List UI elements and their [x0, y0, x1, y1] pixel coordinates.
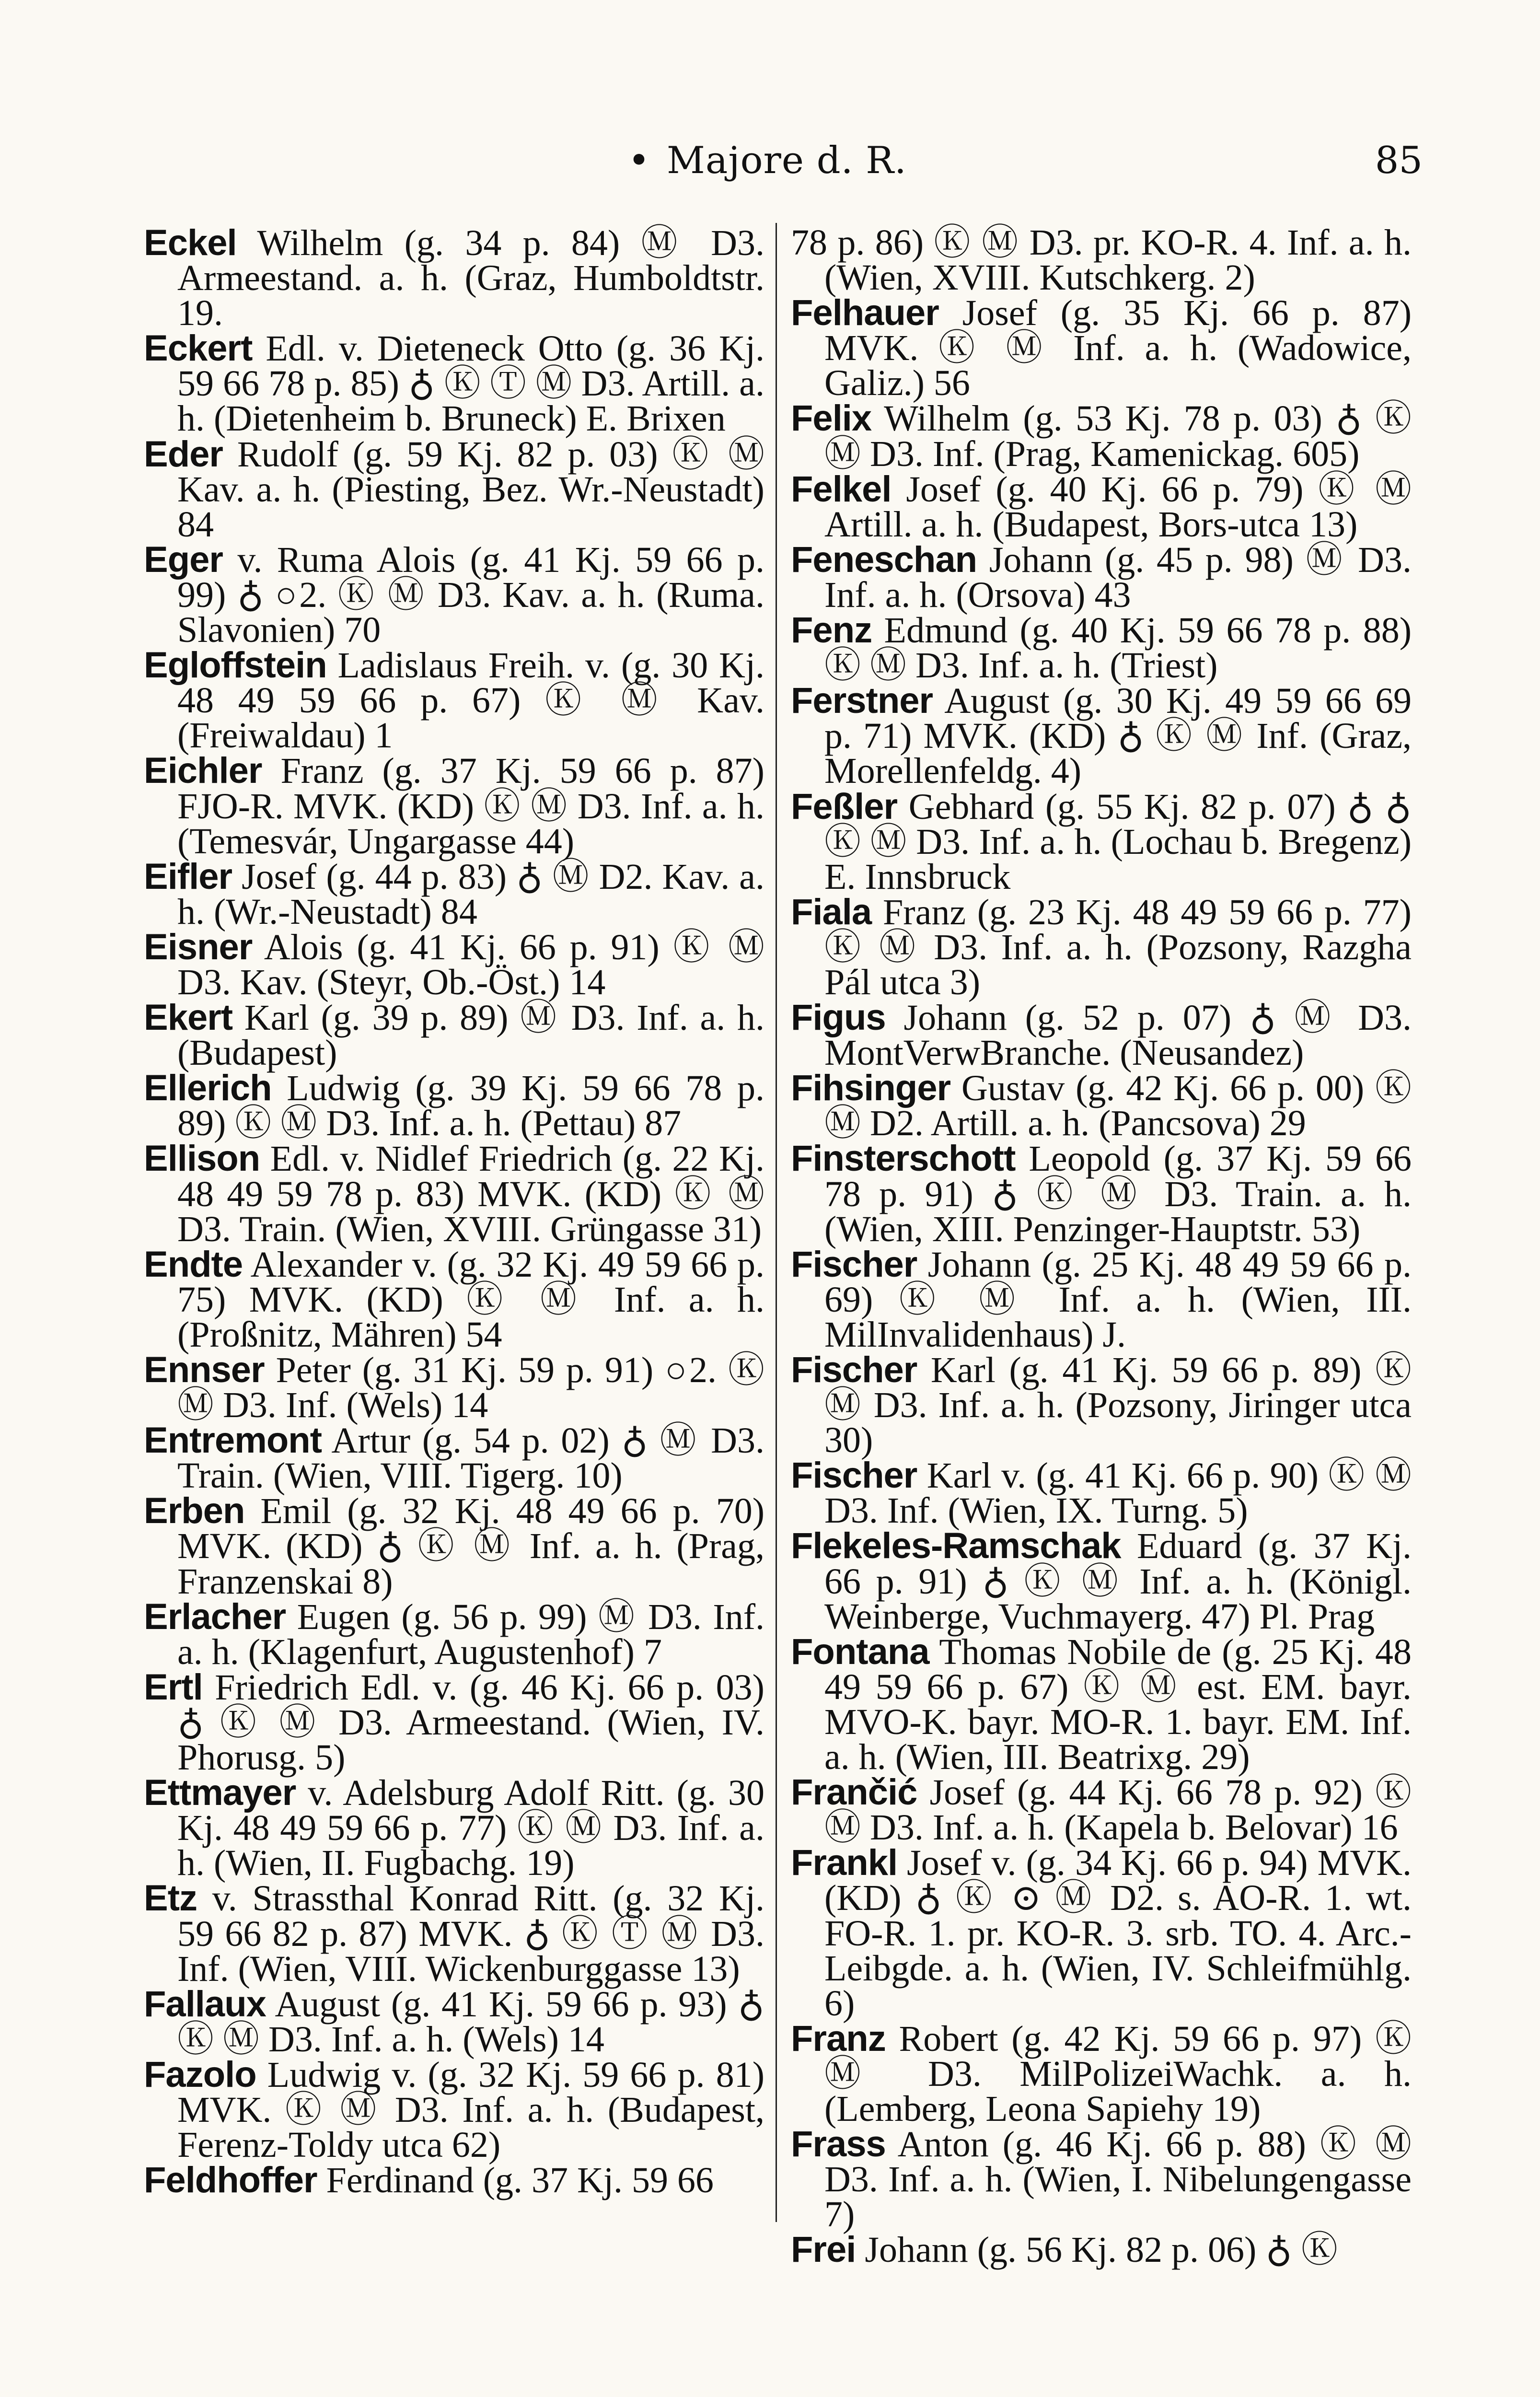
entry-surname: Eger: [144, 539, 223, 580]
entry-surname: Entremont: [144, 1420, 322, 1461]
directory-entry: [144, 1878, 765, 1989]
directory-entry: [791, 1842, 1412, 2024]
entry-surname: Feldhoffer: [144, 2160, 317, 2201]
entry-details: Wilhelm (g. 34 p. 84) Ⓜ D3. Armeestand. a. h. (Graz, Humboldtstr. 19.: [177, 223, 764, 334]
directory-entry: [144, 328, 764, 439]
directory-entry: [791, 468, 1412, 545]
entry-surname: Eckel: [144, 222, 237, 263]
entry-surname: Felkel: [791, 468, 892, 510]
directory-entry: [791, 2124, 1412, 2235]
entry-details: Artur (g. 54 p. 02) ♁ Ⓜ D3. Train. (Wien, VIII. Tigerg. 10): [177, 1420, 764, 1496]
entry-surname: Ennser: [144, 1350, 265, 1390]
entry-details: Thomas Nobile de (g. 25 Kj. 48 49 59 66 p. 67) Ⓚ Ⓜ est. EM. bayr. MVO-K. bayr. MO-R. 1. bayr. EM. Inf. a. h. (Wien, III. Beatrixg. 29): [824, 1631, 1412, 1778]
entry-surname: Endte: [144, 1244, 243, 1285]
entry-surname: Erben: [144, 1490, 245, 1532]
right-column: [791, 222, 1412, 2270]
entry-surname: Fihsinger: [791, 1068, 951, 1109]
directory-entry: [144, 750, 764, 861]
directory-entry: [144, 1420, 764, 1496]
directory-entry: [791, 1631, 1412, 1778]
directory-entry: [144, 539, 764, 651]
entry-surname: Ettmayer: [144, 1772, 296, 1814]
entry-surname: Ferstner: [791, 680, 933, 721]
directory-entry: [144, 1772, 765, 1884]
directory-entry: [144, 997, 764, 1073]
entry-surname: Eckert: [144, 328, 253, 369]
directory-entry: [144, 222, 764, 334]
column-divider: [776, 223, 777, 2222]
entry-details: Gebhard (g. 55 Kj. 82 p. 07) ♁ ♁ Ⓚ Ⓜ D3. Inf. a. h. (Lochau b. Bregenz) E. Innsbruck: [824, 786, 1412, 897]
directory-entry: [791, 1455, 1412, 1531]
page-header: [0, 139, 1540, 201]
directory-entry: [144, 1666, 764, 1778]
entry-details: v. Adelsburg Adolf Ritt. (g. 30 Kj. 48 49 59 66 p. 77) Ⓚ Ⓜ D3. Inf. a. h. (Wien, II. Fugbachg. 19): [177, 1773, 765, 1884]
entry-details: Alois (g. 41 Kj. 66 p. 91) Ⓚ Ⓜ D3. Kav. (Steyr, Ob.-Öst.) 14: [177, 927, 764, 1002]
entry-details: Franz (g. 23 Kj. 48 49 59 66 p. 77) Ⓚ Ⓜ D3. Inf. a. h. (Pozsony, Razgha Pál utca 3): [824, 892, 1412, 1002]
entry-details: Emil (g. 32 Kj. 48 49 66 p. 70) MVK. (KD) ♁ Ⓚ Ⓜ Inf. a. h. (Prag, Franzenskai 8): [177, 1491, 765, 1602]
entry-surname: Feneschan: [791, 539, 977, 580]
entry-details: August (g. 41 Kj. 59 66 p. 93) ♁ Ⓚ Ⓜ D3. Inf. a. h. (Wels) 14: [177, 1984, 765, 2060]
directory-entry: [791, 2229, 1412, 2270]
directory-entry: [144, 1244, 764, 1355]
entry-surname: Eifler: [144, 856, 232, 897]
entry-details: Josef v. (g. 34 Kj. 66 p. 94) MVK. (KD) ♁ Ⓚ ⊙ Ⓜ D2. s. AO-R. 1. wt. FO-R. 1. pr. KO-R. 3. srb. TO. 4. Arc.-Leibgde. a. h. (Wien, IV. Schleifmühlg. 6): [824, 1843, 1412, 2024]
directory-entry: [791, 1350, 1412, 1461]
entry-details: Edl. v. Dieteneck Otto (g. 36 Kj. 59 66 78 p. 85) ♁ Ⓚ Ⓣ Ⓜ D3. Artill. a. h. (Dietenheim b. Bruneck) E. Brixen: [177, 328, 764, 439]
entry-surname: Felix: [791, 398, 872, 439]
entry-details: Ladislaus Freih. v. (g. 30 Kj. 48 49 59 66 p. 67) Ⓚ Ⓜ Kav. (Freiwaldau) 1: [177, 645, 765, 756]
entry-surname: Fischer: [791, 1244, 917, 1285]
directory-entry: [791, 1244, 1412, 1355]
directory-entry: [144, 1350, 764, 1426]
entry-details: Edmund (g. 40 Kj. 59 66 78 p. 88) Ⓚ Ⓜ D3. Inf. a. h. (Triest): [824, 610, 1412, 686]
entry-details: Johann (g. 45 p. 98) Ⓜ D3. Inf. a. h. (Orsova) 43: [824, 539, 1412, 615]
entry-surname: Frass: [791, 2124, 886, 2165]
entry-details: Alexander v. (g. 32 Kj. 49 59 66 p. 75) MVK. (KD) Ⓚ Ⓜ Inf. a. h. (Proßnitz, Mähren) 54: [177, 1244, 764, 1355]
entry-surname: Fallaux: [144, 1983, 266, 2025]
directory-entry: [144, 433, 765, 545]
entry-details: Edl. v. Nidlef Friedrich (g. 22 Kj. 48 49 59 78 p. 83) MVK. (KD) Ⓚ Ⓜ D3. Train. (Wien, XVIII. Grüngasse 31): [177, 1139, 765, 1249]
entry-surname: Eisner: [144, 926, 253, 967]
entry-surname: Fischer: [791, 1350, 917, 1390]
entry-details: Johann (g. 56 Kj. 82 p. 06) ♁ Ⓚ: [865, 2230, 1338, 2270]
left-column: [144, 222, 765, 2201]
entry-details: v. Strassthal Konrad Ritt. (g. 32 Kj. 59 66 82 p. 87) MVK. ♁ Ⓚ Ⓣ Ⓜ D3. Inf. (Wien, VIII. Wickenburggasse 13): [177, 1878, 765, 1989]
running-head-title: Majore d. R.: [667, 139, 907, 182]
directory-entry: [791, 1068, 1412, 1144]
directory-entry: [791, 292, 1412, 404]
entry-surname: Etz: [144, 1878, 197, 1919]
entry-surname: Figus: [791, 997, 886, 1038]
entry-details: Ludwig (g. 39 Kj. 59 66 78 p. 89) Ⓚ Ⓜ D3. Inf. a. h. (Pettau) 87: [177, 1068, 765, 1144]
entry-surname: Ellerich: [144, 1068, 272, 1109]
entry-details: Wilhelm (g. 53 Kj. 78 p. 03) ♁ Ⓚ Ⓜ D3. Inf. (Prag, Kamenickag. 605): [824, 398, 1412, 474]
directory-entry: [144, 856, 764, 932]
directory-entry: [144, 2054, 764, 2165]
entry-details: Josef (g. 35 Kj. 66 p. 87) MVK. Ⓚ Ⓜ Inf. a. h. (Wadowice, Galiz.) 56: [824, 293, 1412, 404]
entry-details: Josef (g. 44 p. 83) ♁ Ⓜ D2. Kav. a. h. (Wr.-Neustadt) 84: [177, 856, 764, 932]
directory-entry: [791, 539, 1412, 615]
entry-surname: Fischer: [791, 1455, 917, 1496]
entry-surname: Franz: [791, 2018, 886, 2059]
entry-surname: Fazolo: [144, 2054, 256, 2095]
entry-surname: Flekeles-Ramschak: [791, 1525, 1121, 1567]
directory-entry: [144, 1068, 765, 1144]
entry-details: 78 p. 86) Ⓚ Ⓜ D3. pr. KO-R. 4. Inf. a. h. (Wien, XVIII. Kutschkerg. 2): [791, 222, 1412, 298]
entry-surname: Frei: [791, 2229, 856, 2270]
directory-entry: [791, 398, 1412, 474]
entry-surname: Eichler: [144, 750, 262, 791]
directory-entry: [791, 786, 1412, 897]
directory-entry: [144, 1596, 765, 1672]
entry-details: Eduard (g. 37 Kj. 66 p. 91) ♁ Ⓚ Ⓜ Inf. a. h. (Königl. Weinberge, Vuchmayerg. 47) Pl. Prag: [824, 1526, 1412, 1637]
entry-surname: Felhauer: [791, 292, 939, 334]
entry-surname: Frančić: [791, 1772, 917, 1813]
entry-details: Karl (g. 41 Kj. 59 66 p. 89) Ⓚ Ⓜ D3. Inf. a. h. (Pozsony, Jiringer utca 30): [824, 1350, 1412, 1461]
entry-surname: Fiala: [791, 891, 872, 932]
entry-surname: Fontana: [791, 1631, 929, 1672]
running-head: [628, 139, 907, 182]
entry-details: Josef (g. 44 Kj. 66 78 p. 92) Ⓚ Ⓜ D3. Inf. a. h. (Kapela b. Belovar) 16: [824, 1772, 1412, 1848]
entry-details: Leopold (g. 37 Kj. 59 66 78 p. 91) ♁ Ⓚ Ⓜ D3. Train. a. h. (Wien, XIII. Penzinger-Hauptstr. 53): [824, 1139, 1412, 1249]
directory-entry: [144, 926, 764, 1002]
entry-details: Gustav (g. 42 Kj. 66 p. 00) Ⓚ Ⓜ D2. Artill. a. h. (Pancsova) 29: [824, 1068, 1412, 1144]
entry-details: Karl (g. 39 p. 89) Ⓜ D3. Inf. a. h. (Budapest): [177, 998, 764, 1073]
entry-details: Ludwig v. (g. 32 Kj. 59 66 p. 81) MVK. Ⓚ Ⓜ D3. Inf. a. h. (Budapest, Ferenz-Toldy utca 62): [177, 2054, 764, 2165]
entry-details: Friedrich Edl. v. (g. 46 Kj. 66 p. 03) ♁ Ⓚ Ⓜ D3. Armeestand. (Wien, IV. Phorusg. 5): [177, 1667, 764, 1778]
directory-entry: [144, 2160, 764, 2201]
entry-details: Franz (g. 37 Kj. 59 66 p. 87) FJO-R. MVK. (KD) Ⓚ Ⓜ D3. Inf. a. h. (Temesvár, Ungargasse 44): [177, 751, 764, 861]
entry-details: Karl v. (g. 41 Kj. 66 p. 90) Ⓚ Ⓜ D3. Inf. (Wien, IX. Turng. 5): [824, 1455, 1412, 1531]
entry-details: Ferdinand (g. 37 Kj. 59 66: [326, 2160, 714, 2201]
entry-details: Anton (g. 46 Kj. 66 p. 88) Ⓚ Ⓜ D3. Inf. a. h. (Wien, I. Nibelungengasse 7): [824, 2124, 1412, 2235]
directory-entry: [791, 1138, 1412, 1249]
directory-entry: [791, 1772, 1412, 1848]
entry-details: Rudolf (g. 59 Kj. 82 p. 03) Ⓚ Ⓜ Kav. a. h. (Piesting, Bez. Wr.-Neustadt) 84: [177, 434, 765, 545]
page-number: 85: [1375, 139, 1423, 182]
entry-surname: Erlacher: [144, 1596, 286, 1637]
entry-surname: Feßler: [791, 786, 898, 827]
directory-entry: [791, 997, 1412, 1073]
entry-details: Eugen (g. 56 p. 99) Ⓜ D3. Inf. a. h. (Klagenfurt, Augustenhof) 7: [177, 1596, 765, 1672]
entry-surname: Eder: [144, 433, 223, 475]
entry-surname: Finsterschott: [791, 1138, 1016, 1179]
entry-details: Johann (g. 52 p. 07) ♁ Ⓜ D3. MontVerwBranche. (Neusandez): [824, 998, 1412, 1073]
directory-entry: [144, 645, 765, 756]
entry-surname: Ertl: [144, 1666, 203, 1708]
directory-entry: [144, 1490, 765, 1602]
directory-entry: [791, 222, 1412, 298]
entry-details: Peter (g. 31 Kj. 59 p. 91) ○2. Ⓚ Ⓜ D3. Inf. (Wels) 14: [177, 1350, 764, 1426]
directory-entry: [791, 1525, 1412, 1637]
entry-surname: Frankl: [791, 1842, 898, 1884]
header-bullet: •: [628, 139, 651, 182]
directory-entry: [791, 610, 1412, 686]
directory-entry: [144, 1983, 765, 2060]
directory-entry: [144, 1138, 765, 1249]
entry-surname: Ekert: [144, 997, 233, 1038]
entry-surname: Fenz: [791, 610, 872, 651]
entry-details: Johann (g. 25 Kj. 48 49 59 66 p. 69) Ⓚ Ⓜ Inf. a. h. (Wien, III. MilInvalidenhaus) J.: [824, 1244, 1412, 1355]
entry-details: August (g. 30 Kj. 49 59 66 69 p. 71) MVK. (KD) ♁ Ⓚ Ⓜ Inf. (Graz, Morellenfeldg. 4): [824, 681, 1412, 791]
directory-entry: [791, 2018, 1412, 2129]
entry-surname: Ellison: [144, 1138, 260, 1179]
entry-details: Robert (g. 42 Kj. 59 66 p. 97) Ⓚ Ⓜ D3. MilPolizeiWachk. a. h. (Lemberg, Leona Sapiehy 19): [824, 2018, 1412, 2129]
entry-details: v. Ruma Alois (g. 41 Kj. 59 66 p. 99) ♁ ○2. Ⓚ Ⓜ D3. Kav. a. h. (Ruma. Slavonien) 70: [177, 539, 764, 651]
directory-entry: [791, 680, 1412, 791]
entry-surname: Egloffstein: [144, 645, 327, 686]
directory-entry: [791, 891, 1412, 1002]
entry-details: Josef (g. 40 Kj. 66 p. 79) Ⓚ Ⓜ Artill. a. h. (Budapest, Bors-utca 13): [824, 469, 1412, 545]
